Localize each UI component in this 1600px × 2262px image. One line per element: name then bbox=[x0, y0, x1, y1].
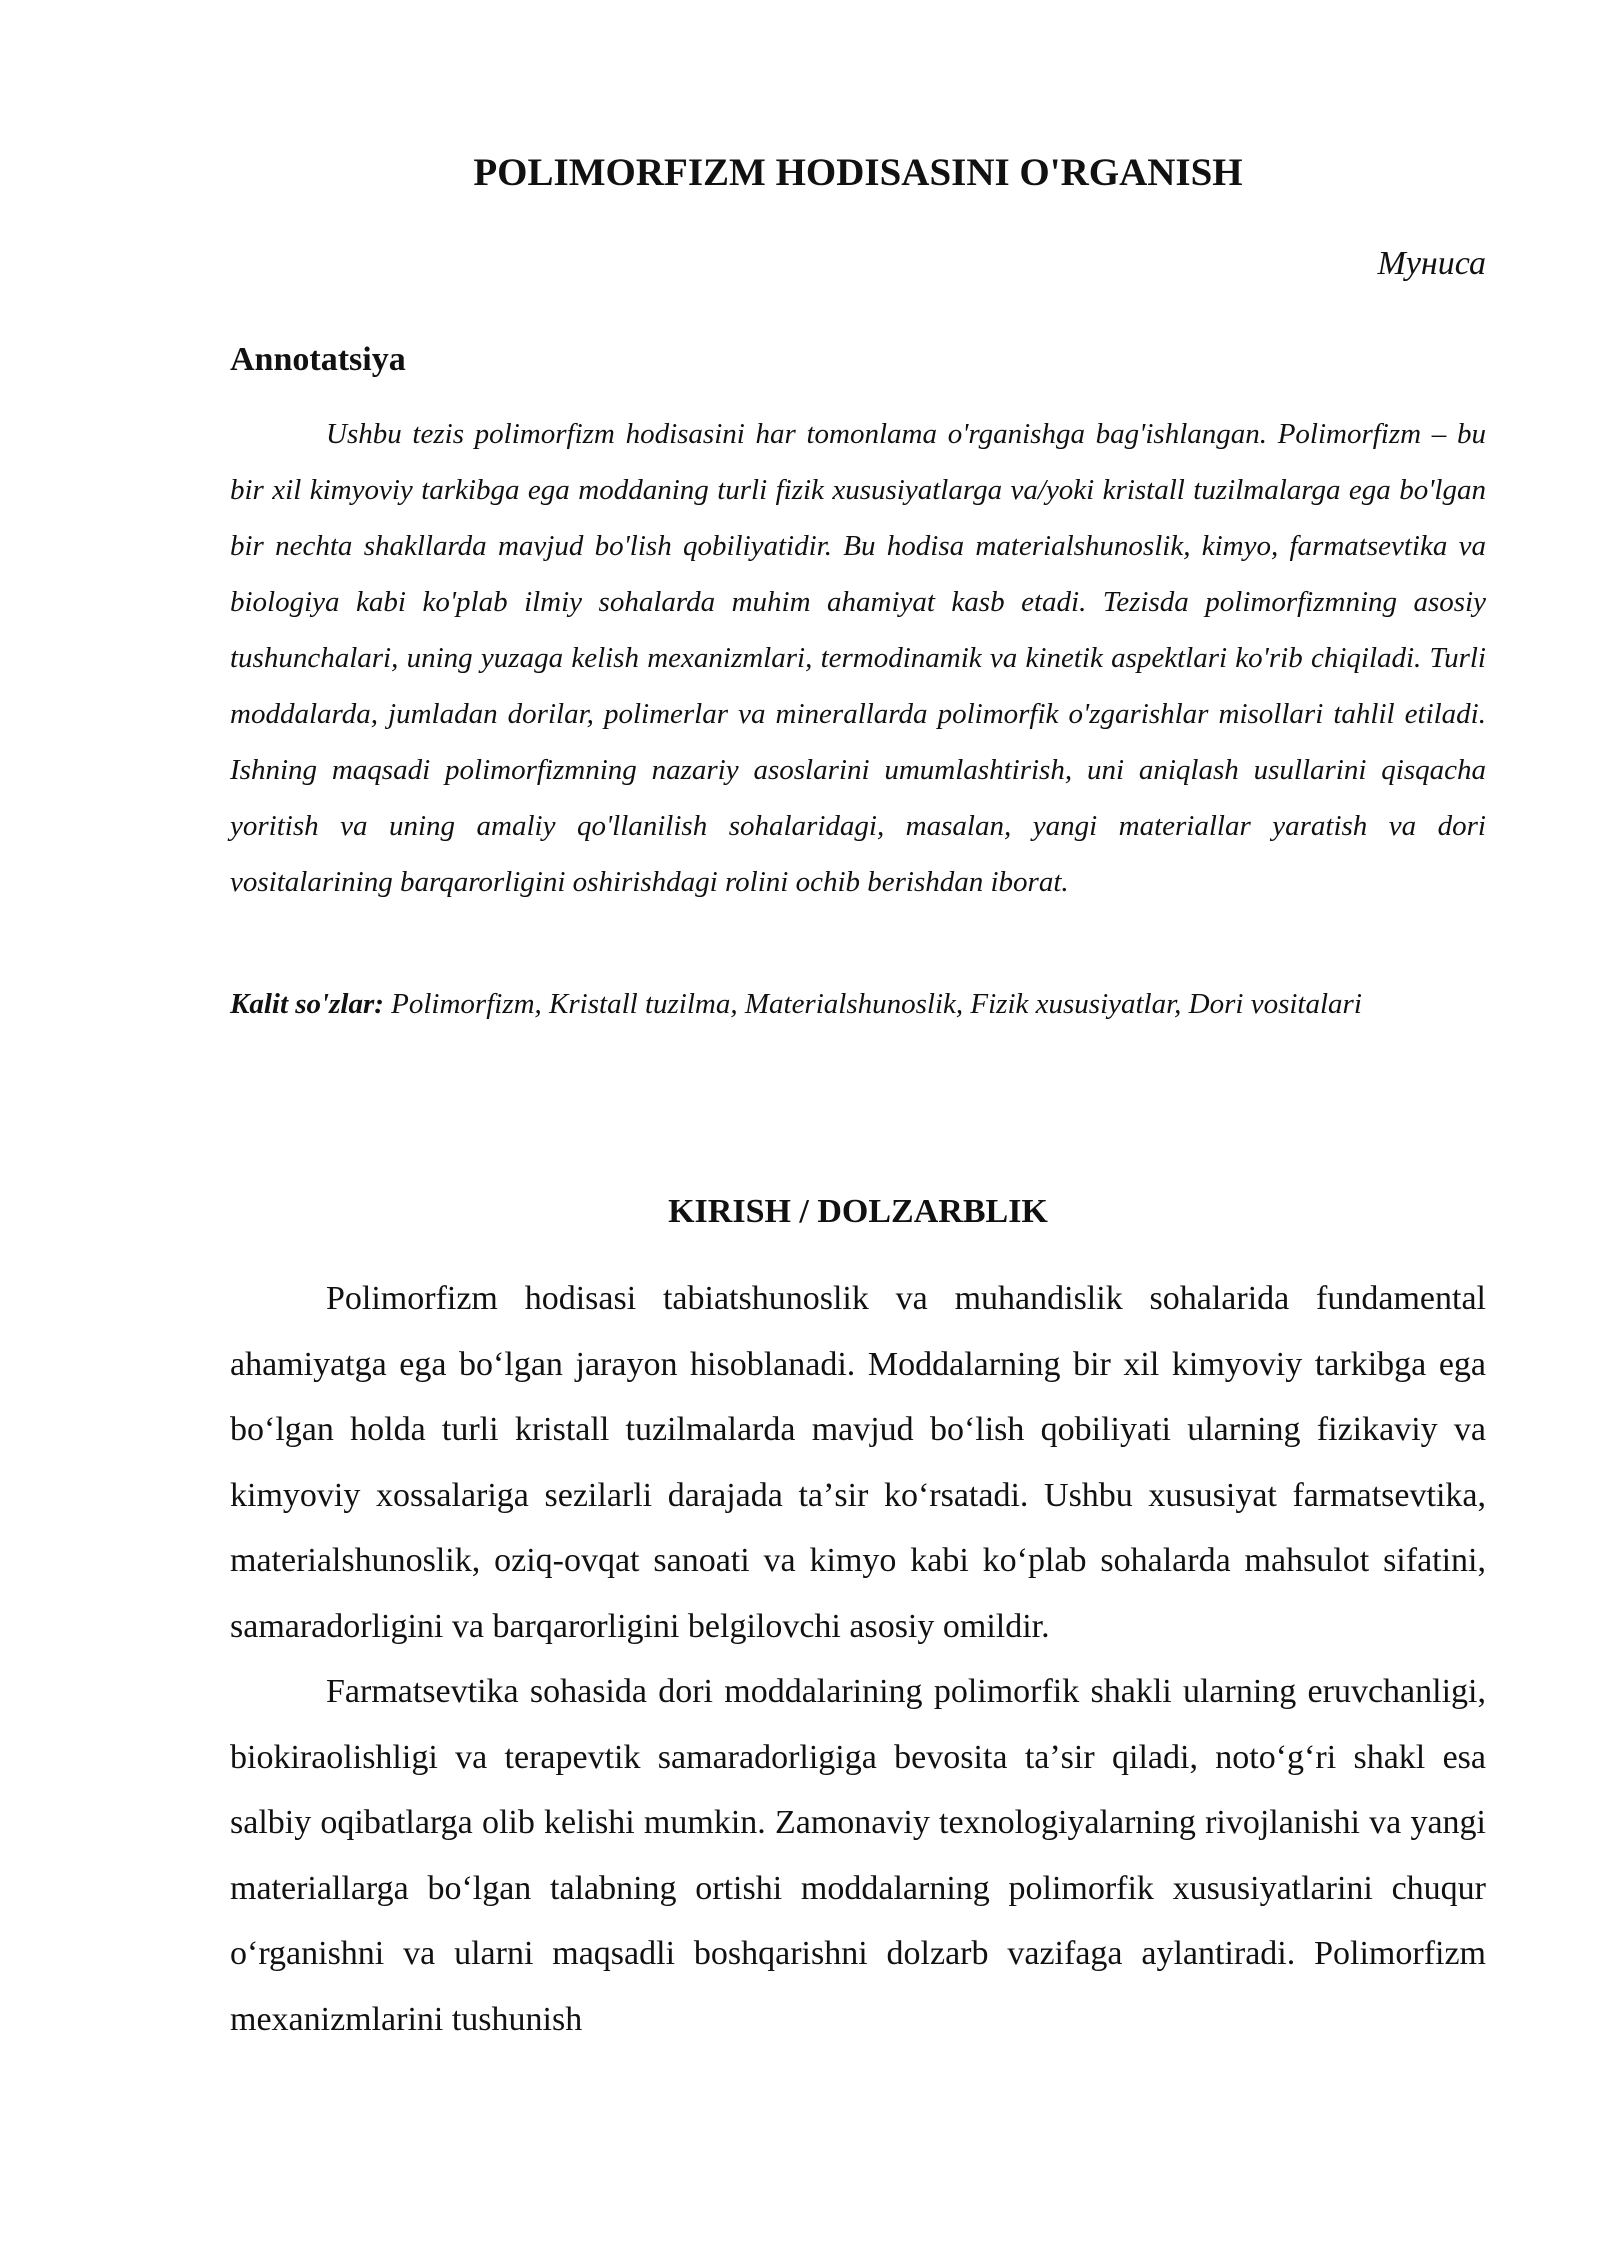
body-paragraph: Farmatsevtika sohasida dori moddalarining polimorfik shakli ularning eruvchanligi, biokiraolishligi va terapevtik samaradorligiga bevosita taʼsir qiladi, notoʻgʻri shakl esa salbiy oqibatlarga olib kelishi mumkin. Zamonaviy texnologiyalarning rivojlanishi va yangi materiallarga boʻlgan talabning ortishi moddalarning polimorfik xususiyatlarini chuqur oʻrganishni va ularni maqsadli boshqarishni dolzarb vazifaga aylantiradi. Polimorfizm mexanizmlarini tushunish bbox=[230, 1673, 1486, 2038]
section-body bbox=[230, 1266, 1486, 2052]
abstract-text: Ushbu tezis polimorfizm hodisasini har tomonlama o'rganishga bag'ishlangan. Polimorfizm – bu bir xil kimyoviy tarkibga ega moddaning turli fizik xususiyatlarga va/yoki kristall tuzilmalarga ega bo'lgan bir nechta shakllarda mavjud bo'lish qobiliyatidir. Bu hodisa materialshunoslik, kimyo, farmatsevtika va biologiya kabi ko'plab ilmiy sohalarda muhim ahamiyat kasb etadi. Tezisda polimorfizmning asosiy tushunchalari, uning yuzaga kelish mexanizmlari, termodinamik va kinetik aspektlari ko'rib chiqiladi. Turli moddalarda, jumladan dorilar, polimerlar va minerallarda polimorfik o'zgarishlar misollari tahlil etiladi. Ishning maqsadi polimorfizmning nazariy asoslarini umumlashtirish, uni aniqlash usullarini qisqacha yoritish va uning amaliy qo'llanilish sohalaridagi, masalan, yangi materiallar yaratish va dori vositalarining barqarorligini oshirishdagi rolini ochib berishdan iborat. bbox=[230, 418, 1486, 898]
keywords bbox=[230, 976, 1486, 1032]
paper-title: POLIMORFIZM HODISASINI O'RGANISH bbox=[473, 151, 1243, 194]
body-paragraph: Polimorfizm hodisasi tabiatshunoslik va muhandislik sohalarida fundamental ahamiyatga ega boʻlgan jarayon hisoblanadi. Moddalarning bir xil kimyoviy tarkibga ega boʻlgan holda turli kristall tuzilmalarda mavjud boʻlish qobiliyati ularning fizikaviy va kimyoviy xossalariga sezilarli darajada taʼsir koʻrsatadi. Ushbu xususiyat farmatsevtika, materialshunoslik, oziq-ovqat sanoati va kimyo kabi koʻplab sohalarda mahsulot sifatini, samaradorligini va barqarorligini belgilovchi asosiy omildir. bbox=[230, 1280, 1486, 1645]
keywords-label: Kalit so'zlar: bbox=[230, 988, 384, 1020]
author-name: Муниса bbox=[1377, 245, 1486, 282]
abstract-heading: Annotatsiya bbox=[230, 341, 406, 378]
section-heading: KIRISH / DOLZARBLIK bbox=[668, 1193, 1048, 1230]
keywords-text: Polimorfizm, Kristall tuzilma, Materialshunoslik, Fizik xususiyatlar, Dori vositalari bbox=[391, 988, 1362, 1020]
